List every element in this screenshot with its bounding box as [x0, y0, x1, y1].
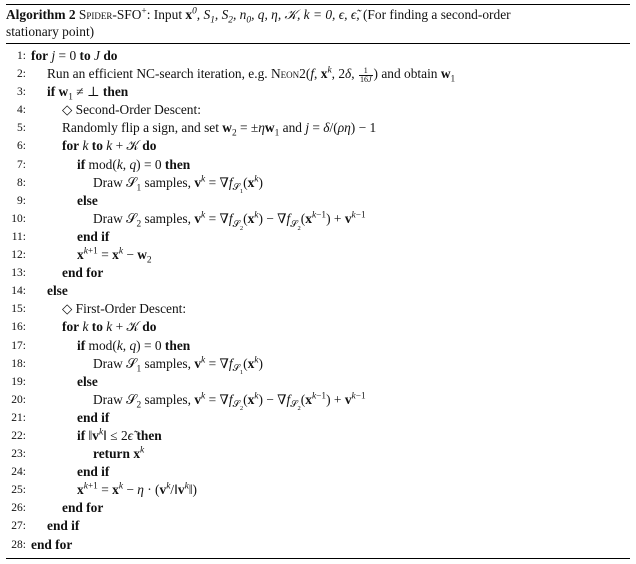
line-number: 9: — [17, 194, 26, 207]
line-number: 23: — [11, 448, 26, 461]
line-number: 16: — [11, 321, 26, 334]
line-number: 20: — [11, 393, 26, 406]
line-number: 14: — [11, 285, 26, 298]
algo-line: 22: if $‖v^k‖$ ≤ 2ϵ̃ then — [6, 427, 630, 445]
line-number: 27: — [11, 520, 26, 533]
algo-line: 15: ◇ First-Order Descent: — [6, 300, 630, 318]
algorithm-box — [6, 4, 630, 559]
algo-line: 4: ◇ Second-Order Descent: — [6, 101, 630, 119]
caption-inputs: $x^0$, $S_1$, $S_2$, $n_0$, q, η, 𝒦, k = 0, ϵ, ϵ̃, — [185, 6, 363, 26]
line-number: 26: — [11, 502, 26, 515]
fraction: $\frac{1}{16J}$ — [359, 65, 372, 84]
line-number: 7: — [17, 158, 26, 171]
caption-purpose-cont: stationary point) — [6, 24, 95, 39]
algorithm-name: Spider-SFO — [78, 7, 142, 22]
algo-line: 23: return $x^k$ — [6, 445, 630, 463]
line-number: 17: — [11, 339, 26, 352]
algo-line: 2: Run an efficient NC-search iteration, e.g. Neon2(f, $x^k$, 2δ, $\frac{1}{16J}$ ) and obtain $w_1$ — [6, 65, 630, 83]
line-number: 11: — [11, 230, 26, 243]
algo-line: 11: end if — [6, 228, 630, 246]
algorithm-caption — [6, 5, 630, 40]
algo-line: 26: end for — [6, 499, 630, 517]
algo-line: 9: else — [6, 192, 630, 210]
line-number: 15: — [11, 303, 26, 316]
algo-line: 19: else — [6, 373, 630, 391]
algo-line: 3: if $w_1$ ≠ ⊥ then — [6, 83, 630, 101]
algo-line: 25: $x^{k+1} = x^k - \eta$ · $(v^k/‖v^k‖)$ — [6, 481, 630, 499]
line-number: 24: — [11, 466, 26, 479]
line-number: 13: — [11, 267, 26, 280]
bottom-rule — [6, 558, 630, 559]
algo-line: 20: Draw 𝒮$_2$ samples, $v^k = \nabla f_{𝒮_2}(x^k) - \nabla f_{𝒮_2}(x^{k-1}) + v^{k-1}$ — [6, 391, 630, 409]
line-number: 8: — [17, 176, 26, 189]
line-number: 25: — [11, 484, 26, 497]
middle-rule — [6, 43, 630, 44]
line-number: 19: — [11, 375, 26, 388]
algorithm-lines — [6, 47, 630, 554]
algorithm-label: Algorithm 2 — [6, 7, 76, 22]
algo-line: 8: Draw 𝒮$_1$ samples, $v^k = \nabla f_{𝒮_1}(x^k)$ — [6, 174, 630, 192]
line-number: 18: — [11, 357, 26, 370]
line-number: 10: — [11, 212, 26, 225]
algo-line: 5: Randomly flip a sign, and set $w_2 = \pm\eta w_1$ and j = δ/(ρη) − 1 — [6, 119, 630, 137]
algo-line: 28: end for — [6, 536, 630, 554]
line-number: 22: — [11, 429, 26, 442]
line-number: 4: — [17, 104, 26, 117]
algo-line: 21: end if — [6, 409, 630, 427]
algo-line: 17: if mod(k, q) = 0 then — [6, 337, 630, 355]
algo-line: 18: Draw 𝒮$_1$ samples, $v^k = \nabla f_{𝒮_1}(x^k)$ — [6, 355, 630, 373]
caption-purpose: (For finding a second-order — [362, 7, 511, 22]
line-number: 2: — [17, 68, 26, 81]
line-number: 28: — [11, 538, 26, 551]
algo-line: 10: Draw 𝒮$_2$ samples, $v^k = \nabla f_{𝒮_2}(x^k) - \nabla f_{𝒮_2}(x^{k-1}) + v^{k-1}$ — [6, 210, 630, 228]
line-number: 1: — [17, 50, 26, 62]
algo-line: 27: end if — [6, 517, 630, 535]
line-number: 6: — [17, 140, 26, 153]
line-number: 3: — [17, 86, 26, 99]
line-number: 21: — [11, 411, 26, 424]
algo-line: 13: end for — [6, 264, 630, 282]
caption-input-text: : Input — [146, 7, 186, 22]
algo-line: 24: end if — [6, 463, 630, 481]
algorithm-name-sup: + — [141, 6, 147, 17]
line-number: 5: — [17, 122, 26, 135]
line-number: 12: — [11, 249, 26, 262]
algo-line: 7: if mod(k, q) = 0 then — [6, 156, 630, 174]
algo-line: 1: for j = 0 to J do — [6, 47, 630, 65]
algo-line: 16: for k to k + 𝒦 do — [6, 318, 630, 336]
algo-line: 14: else — [6, 282, 630, 300]
algo-line: 6: for k to k + 𝒦 do — [6, 137, 630, 155]
algo-line: 12: $x^{k+1} = x^k - w_2$ — [6, 246, 630, 264]
